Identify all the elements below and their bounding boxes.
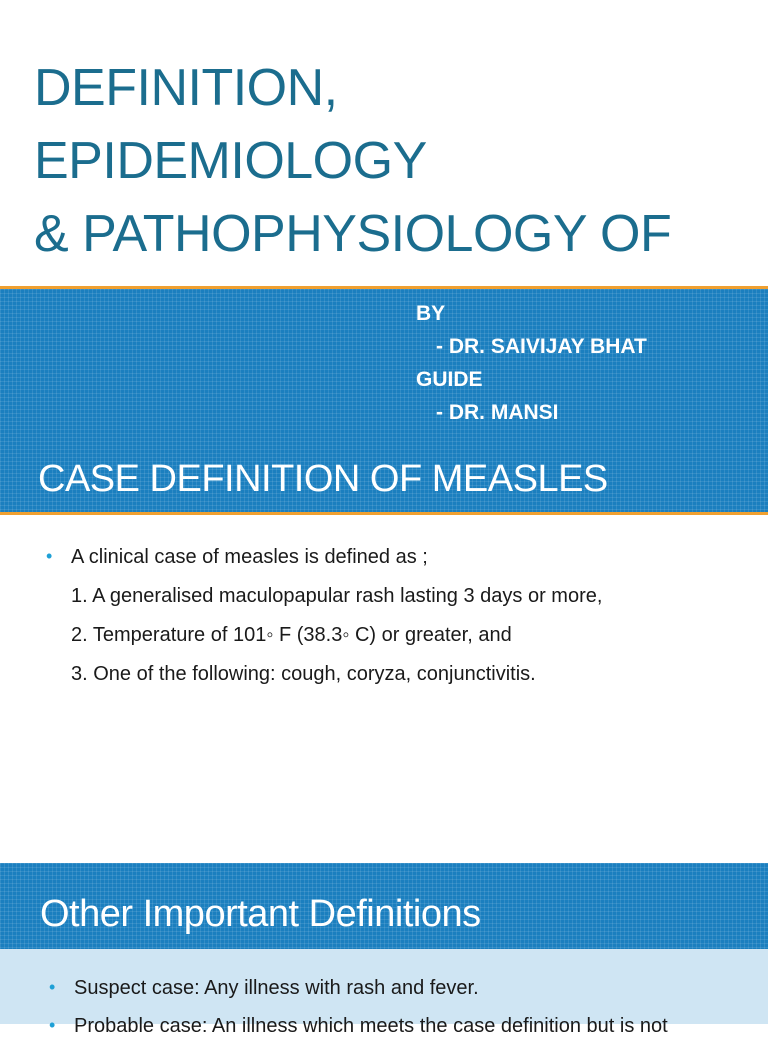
case-definition-content [0, 518, 768, 863]
title-slide [0, 0, 768, 286]
list-item: 1. A generalised maculopapular rash lasting 3 days or more, [71, 585, 603, 607]
list-item: 3. One of the following: cough, coryza, conjunctivitis. [71, 663, 536, 685]
title-line: & PATHOPHYSIOLOGY OF [34, 205, 672, 263]
author-name: - DR. SAIVIJAY BHAT [436, 335, 647, 358]
author-byline [416, 297, 647, 429]
definitions-content [0, 949, 768, 1037]
list-item: 2. Temperature of 101◦ F (38.3◦ C) or greater, and [71, 624, 512, 646]
bullet-icon: • [49, 1015, 56, 1035]
list-item: Probable case: An illness which meets the case definition but is not [74, 1015, 668, 1037]
list-item: A clinical case of measles is defined as ; [71, 546, 428, 568]
case-definition-heading: CASE DEFINITION OF MEASLES [38, 458, 608, 500]
by-label: BY [416, 302, 446, 325]
bullet-icon: • [49, 977, 56, 997]
bullet-icon: • [46, 546, 53, 566]
other-definitions-heading: Other Important Definitions [40, 893, 481, 935]
list-item: Suspect case: Any illness with rash and fever. [74, 977, 479, 999]
guide-label: GUIDE [416, 368, 483, 391]
title-line: DEFINITION, EPIDEMIOLOGY [34, 59, 427, 190]
guide-name: - DR. MANSI [436, 401, 559, 424]
